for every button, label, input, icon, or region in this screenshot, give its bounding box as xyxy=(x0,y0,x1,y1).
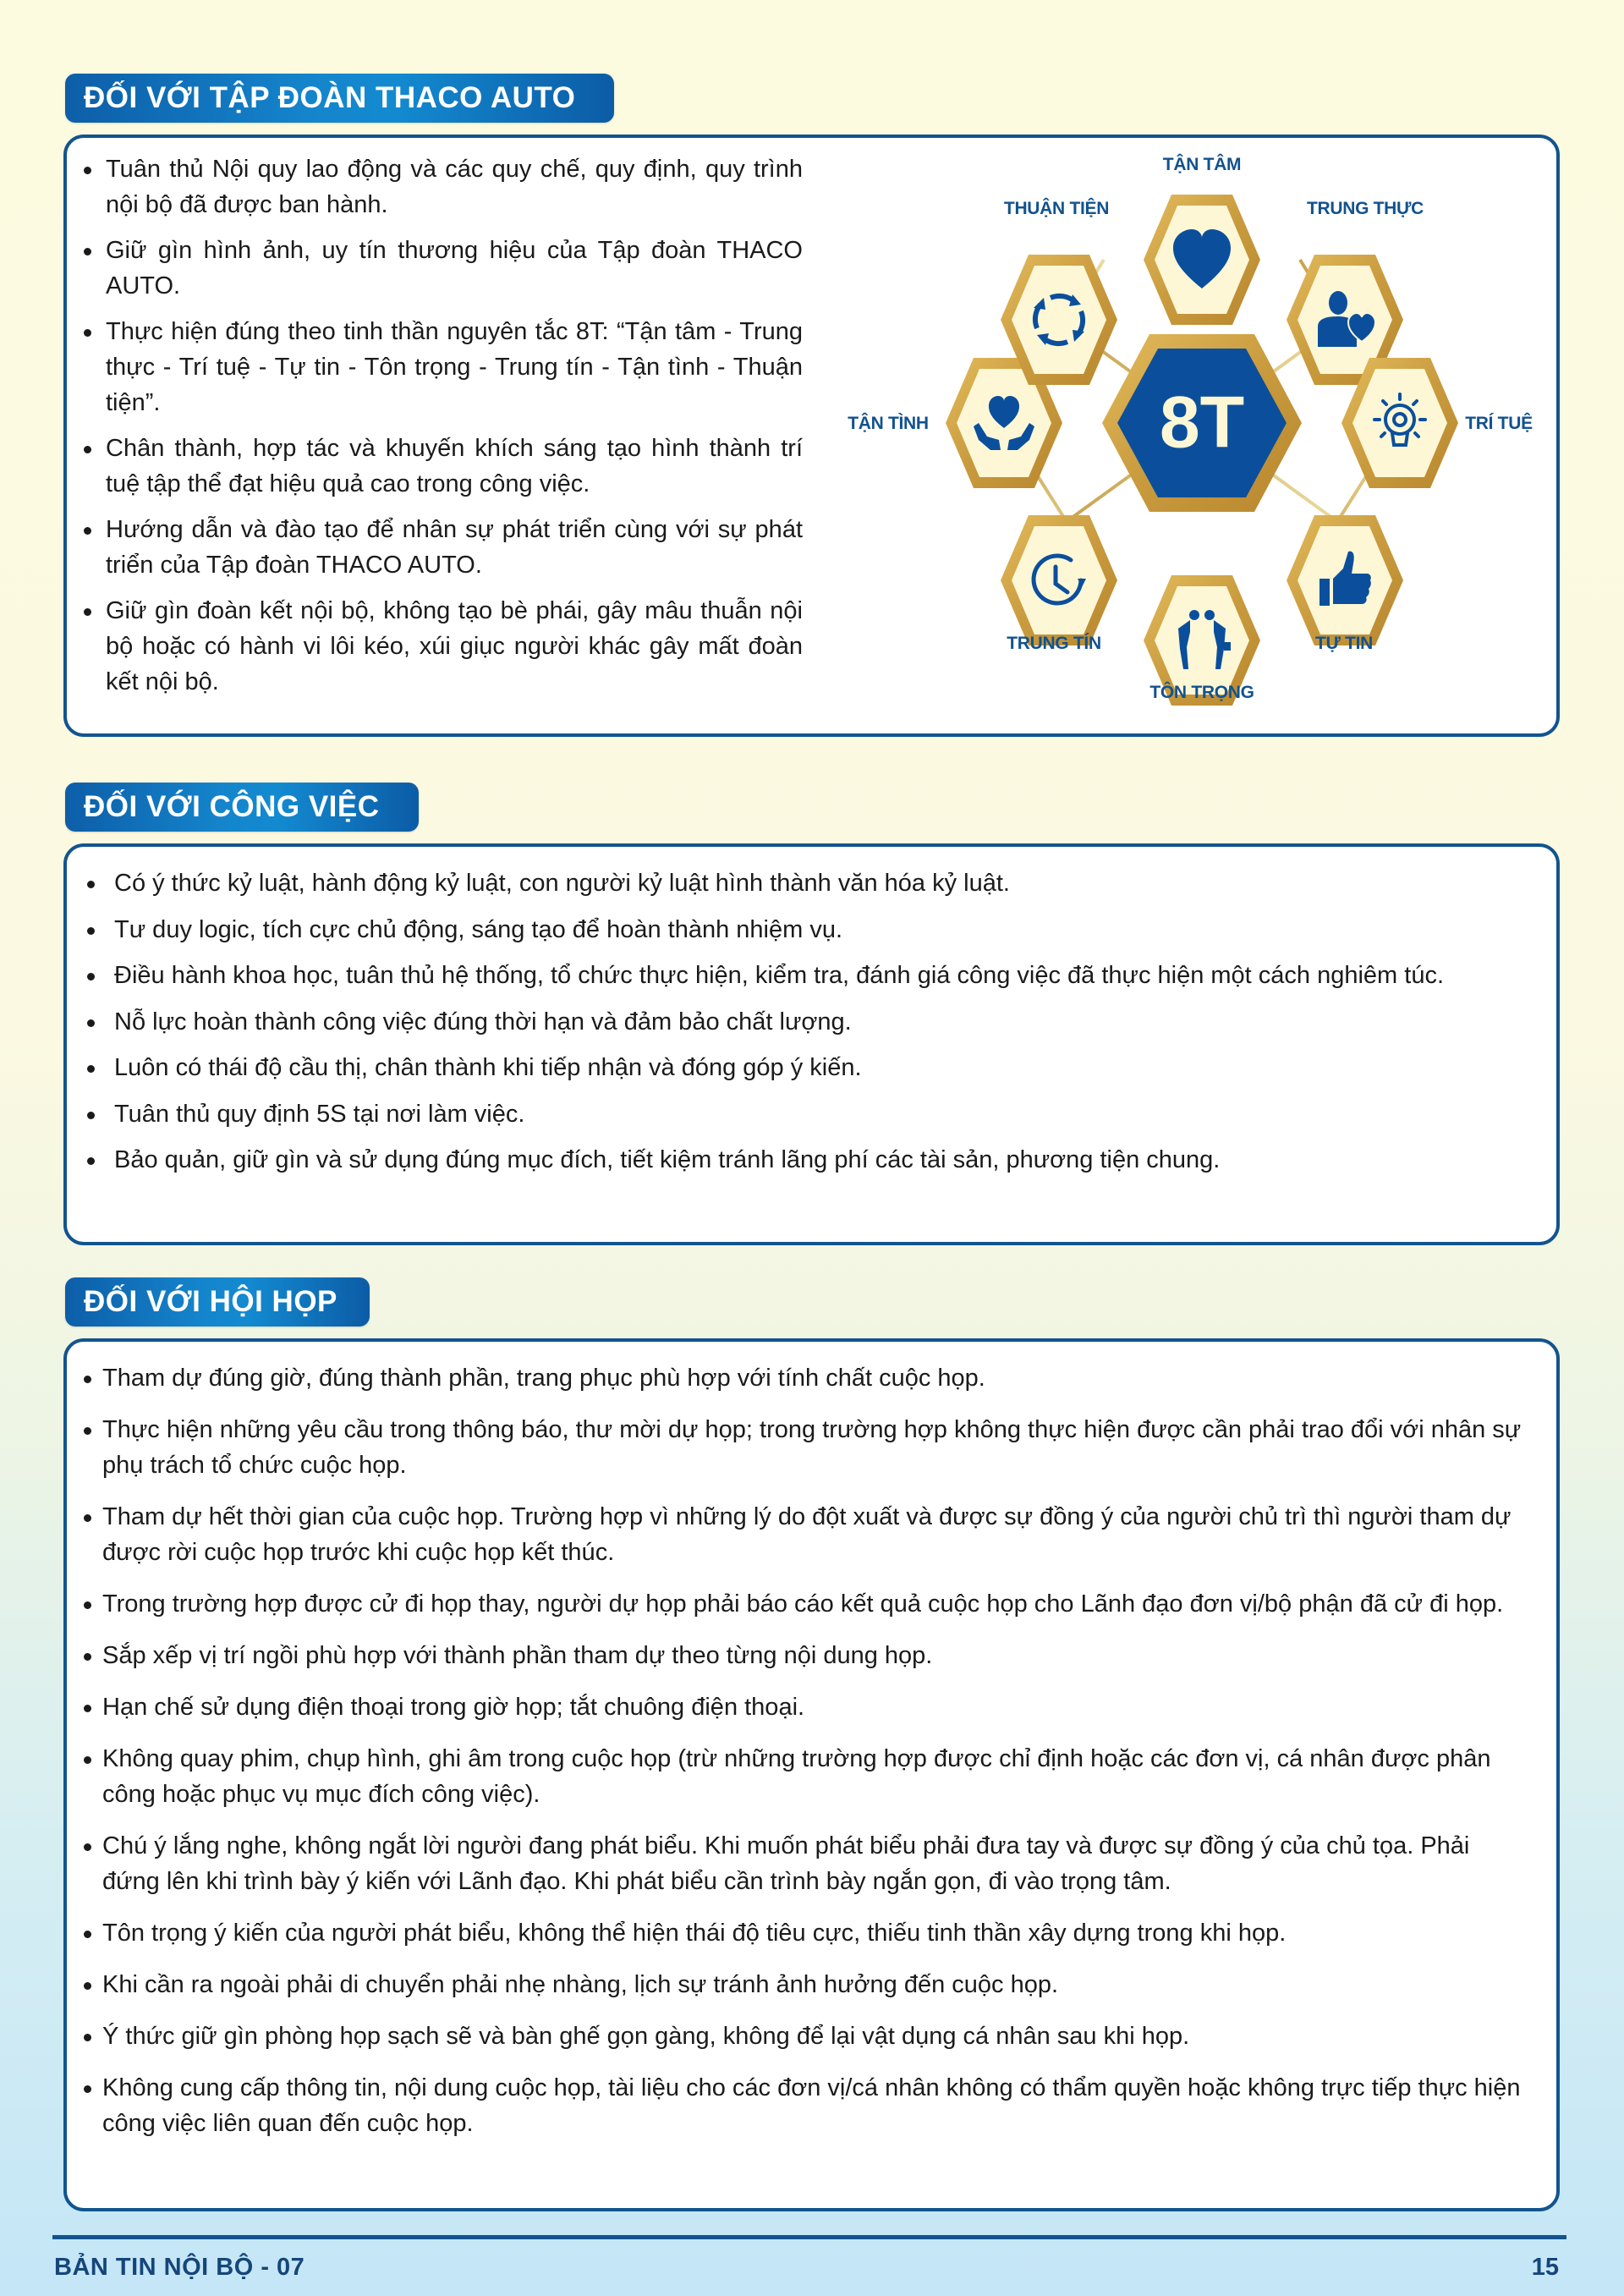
label-tan-tinh: TẬN TÌNH xyxy=(848,414,929,433)
list-item: Giữ gìn đoàn kết nội bộ, không tạo bè phái, gây mâu thuẫn nội bộ hoặc có hành vi lôi kéo, xúi giục người khác gây mất đoàn kết nội bộ. xyxy=(82,593,803,700)
list-item: Có ý thức kỷ luật, hành động kỷ luật, con người kỷ luật hình thành văn hóa kỷ luật. xyxy=(85,865,1523,901)
label-ton-trong: TÔN TRỌNG xyxy=(1149,683,1254,702)
list-item: Chân thành, hợp tác và khuyến khích sáng tạo hình thành trí tuệ tập thể đạt hiệu quả cao trong công việc. xyxy=(82,431,803,502)
cong-viec-list xyxy=(85,865,1523,1189)
section-box-hoi-hop xyxy=(63,1338,1560,2211)
footer-divider xyxy=(52,2235,1566,2239)
8t-diagram xyxy=(832,138,1560,730)
node-trung-tin xyxy=(1001,515,1117,645)
list-item: Tôn trọng ý kiến của người phát biểu, không thể hiện thái độ tiêu cực, thiếu tinh thần xây dựng trong khi họp. xyxy=(82,1915,1533,1951)
list-item: Bảo quản, giữ gìn và sử dụng đúng mục đích, tiết kiệm tránh lãng phí các tài sản, phương tiện chung. xyxy=(85,1142,1523,1178)
label-tu-tin: TỰ TIN xyxy=(1314,634,1374,653)
node-tan-tam xyxy=(1144,195,1260,325)
list-item: Tư duy logic, tích cực chủ động, sáng tạo để hoàn thành nhiệm vụ. xyxy=(85,912,1523,948)
8t-center-label: 8T xyxy=(1159,382,1245,464)
section-box-thaco-auto xyxy=(63,135,1560,737)
list-item: Chú ý lắng nghe, không ngắt lời người đang phát biểu. Khi muốn phát biểu phải đưa tay và được sự đồng ý của chủ tọa. Phải đứng lên khi trình bày ý kiến với Lãnh đạo. Khi phát biểu cần trình bày ngắn gọn, đi vào trọng tâm. xyxy=(82,1828,1533,1899)
list-item: Hạn chế sử dụng điện thoại trong giờ họp; tắt chuông điện thoại. xyxy=(82,1689,1533,1725)
label-tri-tue: TRÍ TUỆ xyxy=(1465,414,1533,433)
list-item: Không cung cấp thông tin, nội dung cuộc họp, tài liệu cho các đơn vị/cá nhân không có thẩm quyền hoặc không trực tiếp thực hiện công việc liên quan đến cuộc họp. xyxy=(82,2070,1533,2141)
list-item: Thực hiện đúng theo tinh thần nguyên tắc 8T: “Tận tâm - Trung thực - Trí tuệ - Tự tin - Tôn trọng - Trung tín - Tận tình - Thuận tiện”. xyxy=(82,314,803,420)
list-item: Luôn có thái độ cầu thị, chân thành khi tiếp nhận và đóng góp ý kiến. xyxy=(85,1050,1523,1085)
label-trung-tin: TRUNG TÍN xyxy=(1007,634,1101,653)
list-item: Sắp xếp vị trí ngồi phù hợp với thành phần tham dự theo từng nội dung họp. xyxy=(82,1638,1533,1673)
list-item: Thực hiện những yêu cầu trong thông báo, thư mời dự họp; trong trường hợp không thực hiện được cần phải trao đổi với nhân sự phụ trách tổ chức cuộc họp. xyxy=(82,1412,1533,1483)
hoi-hop-list xyxy=(82,1360,1533,2157)
list-item: Ý thức giữ gìn phòng họp sạch sẽ và bàn ghế gọn gàng, không để lại vật dụng cá nhân sau khi họp. xyxy=(82,2019,1533,2054)
publication-title: BẢN TIN NỘI BỘ - 07 xyxy=(54,2254,305,2281)
list-item: Hướng dẫn và đào tạo để nhân sự phát triển cùng với sự phát triển của Tập đoàn THACO AUTO. xyxy=(82,512,803,583)
section-header-hoi-hop: ĐỐI VỚI HỘI HỌP xyxy=(65,1277,370,1327)
page-number: 15 xyxy=(1531,2254,1559,2281)
node-tu-tin xyxy=(1287,515,1403,645)
thaco-auto-list xyxy=(82,151,803,710)
label-trung-thuc: TRUNG THỰC xyxy=(1306,199,1424,218)
list-item: Điều hành khoa học, tuân thủ hệ thống, tổ chức thực hiện, kiểm tra, đánh giá công việc đã thực hiện một cách nghiêm túc. xyxy=(85,958,1523,993)
list-item: Giữ gìn hình ảnh, uy tín thương hiệu của Tập đoàn THACO AUTO. xyxy=(82,233,803,304)
list-item: Tham dự đúng giờ, đúng thành phần, trang phục phù hợp với tính chất cuộc họp. xyxy=(82,1360,1533,1396)
list-item: Tham dự hết thời gian của cuộc họp. Trường hợp vì những lý do đột xuất và được sự đồng ý của người chủ trì thì người tham dự được rời cuộc họp trước khi cuộc họp kết thúc. xyxy=(82,1499,1533,1570)
label-thuan-tien: THUẬN TIỆN xyxy=(1003,199,1110,218)
list-item: Tuân thủ Nội quy lao động và các quy chế, quy định, quy trình nội bộ đã được ban hành. xyxy=(82,151,803,222)
section-box-cong-viec xyxy=(63,843,1560,1245)
section-header-thaco-auto: ĐỐI VỚI TẬP ĐOÀN THACO AUTO xyxy=(65,74,614,123)
list-item: Tuân thủ quy định 5S tại nơi làm việc. xyxy=(85,1096,1523,1132)
list-item: Nỗ lực hoàn thành công việc đúng thời hạn và đảm bảo chất lượng. xyxy=(85,1004,1523,1040)
label-tan-tam: TẬN TÂM xyxy=(1162,155,1242,174)
section-header-cong-viec: ĐỐI VỚI CÔNG VIỆC xyxy=(65,783,419,832)
list-item: Không quay phim, chụp hình, ghi âm trong cuộc họp (trừ những trường hợp được chỉ định hoặc các đơn vị, cá nhân được phân công hoặc phục vụ mục đích công việc). xyxy=(82,1741,1533,1812)
list-item: Trong trường hợp được cử đi họp thay, người dự họp phải báo cáo kết quả cuộc họp cho Lãnh đạo đơn vị/bộ phận đã cử đi họp. xyxy=(82,1586,1533,1622)
list-item: Khi cần ra ngoài phải di chuyển phải nhẹ nhàng, lịch sự tránh ảnh hưởng đến cuộc họp. xyxy=(82,1967,1533,2002)
